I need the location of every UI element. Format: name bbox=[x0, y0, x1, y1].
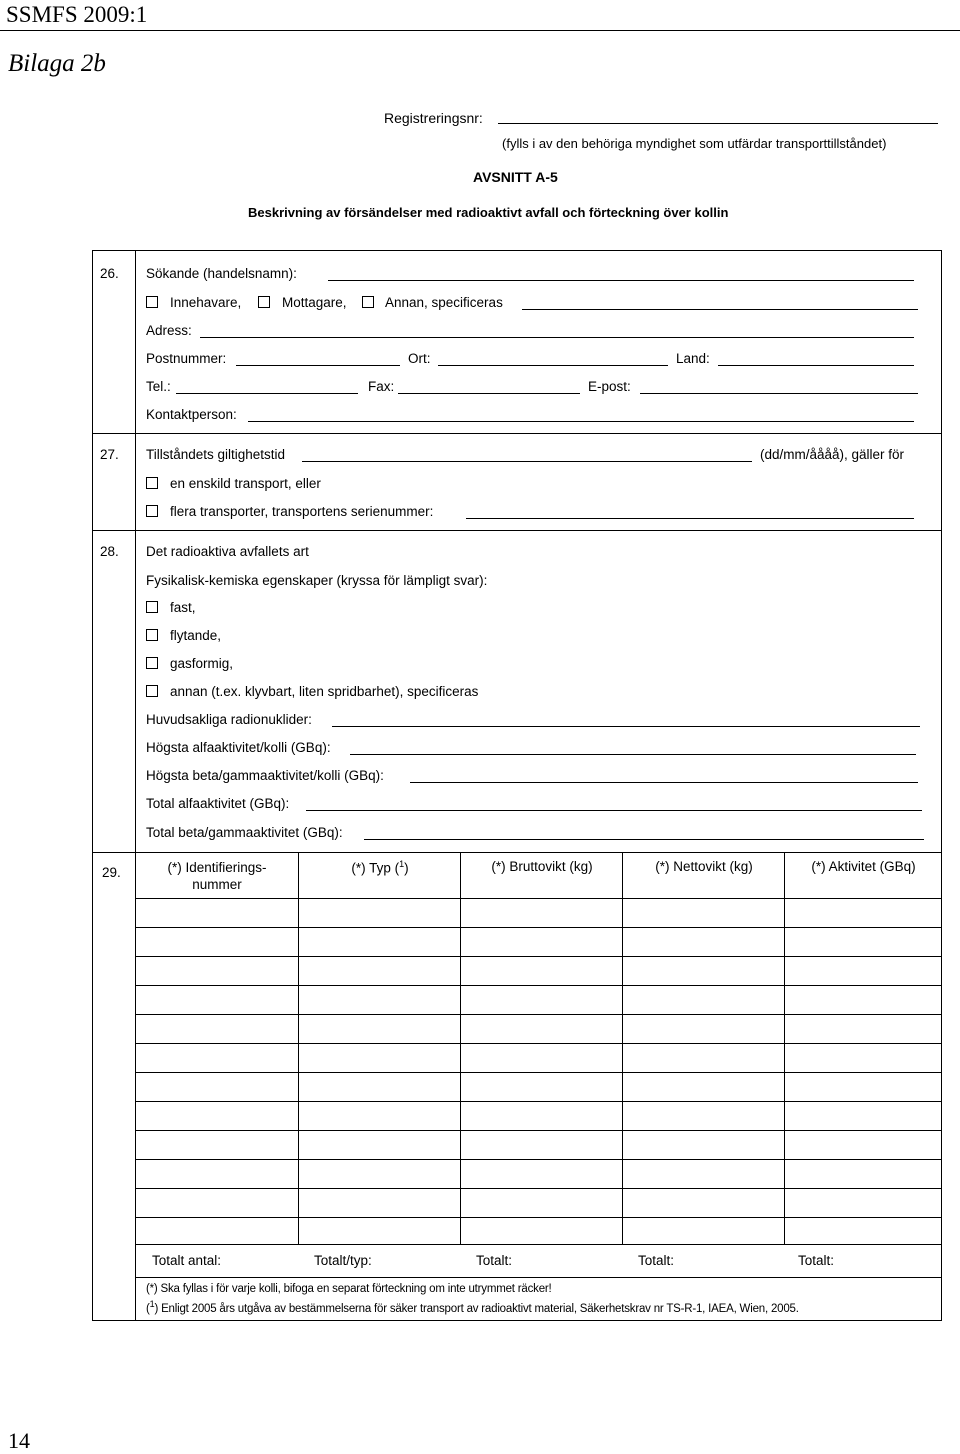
table-row-line bbox=[135, 1072, 942, 1073]
table-row-line bbox=[135, 1188, 942, 1189]
max-beta-label: Högsta beta/gammaaktivitet/kolli (GBq): bbox=[146, 768, 384, 783]
document-code: SSMFS 2009:1 bbox=[6, 2, 148, 27]
table-footnote-divider bbox=[135, 1277, 942, 1278]
single-transport-label: en enskild transport, eller bbox=[170, 476, 321, 491]
address-label: Adress: bbox=[146, 323, 192, 338]
total-gross-label: Totalt: bbox=[476, 1253, 513, 1268]
other-specify-field[interactable] bbox=[522, 309, 918, 310]
table-totals-top bbox=[135, 1244, 942, 1245]
column-divider-4 bbox=[784, 852, 785, 1244]
max-alpha-label: Högsta alfaaktivitet/kolli (GBq): bbox=[146, 740, 331, 755]
gaseous-checkbox[interactable] bbox=[146, 657, 158, 669]
footnote-asterisk: (*) Ska fyllas i för varje kolli, bifoga en separat förteckning om inte utrymmet räcker! bbox=[146, 1283, 552, 1295]
other-form-checkbox[interactable] bbox=[146, 685, 158, 697]
country-field[interactable] bbox=[718, 365, 914, 366]
postcode-field[interactable] bbox=[236, 365, 400, 366]
validity-label: Tillståndets giltighetstid bbox=[146, 447, 286, 462]
fax-label: Fax: bbox=[368, 379, 395, 394]
section-27-number: 27. bbox=[100, 447, 119, 462]
table-row-line bbox=[135, 1130, 942, 1131]
serial-number-field[interactable] bbox=[466, 518, 914, 519]
properties-label: Fysikalisk-kemiska egenskaper (kryssa för lämpligt svar): bbox=[146, 573, 488, 588]
registration-label: Registreringsnr: bbox=[384, 110, 483, 126]
registration-field[interactable] bbox=[498, 123, 938, 124]
column-header-net-weight: (*) Nettovikt (kg) bbox=[655, 859, 753, 874]
section-description: Beskrivning av försändelser med radioaktivt avfall och förteckning över kollin bbox=[248, 205, 729, 220]
city-field[interactable] bbox=[438, 365, 668, 366]
other-label: Annan, specificeras bbox=[385, 295, 503, 310]
appendix-title: Bilaga 2b bbox=[8, 50, 106, 77]
total-net-label: Totalt: bbox=[638, 1253, 675, 1268]
city-label: Ort: bbox=[408, 351, 431, 366]
liquid-checkbox[interactable] bbox=[146, 629, 158, 641]
max-beta-field[interactable] bbox=[410, 782, 918, 783]
contact-field[interactable] bbox=[248, 421, 914, 422]
column-header-id bbox=[136, 859, 298, 893]
liquid-label: flytande, bbox=[170, 628, 222, 643]
number-column-divider bbox=[135, 250, 136, 1321]
table-row-line bbox=[135, 1101, 942, 1102]
validity-date-field[interactable] bbox=[302, 461, 752, 462]
max-alpha-field[interactable] bbox=[350, 754, 916, 755]
table-row-line bbox=[135, 898, 942, 899]
header-rule bbox=[0, 30, 960, 31]
other-form-label: annan (t.ex. klyvbart, liten spridbarhet), specificeras bbox=[170, 684, 479, 699]
table-row-line bbox=[135, 985, 942, 986]
waste-nature-label: Det radioaktiva avfallets art bbox=[146, 544, 309, 559]
other-checkbox[interactable] bbox=[362, 296, 374, 308]
section-29-number: 29. bbox=[102, 865, 121, 880]
gaseous-label: gasformig, bbox=[170, 656, 234, 671]
tel-field[interactable] bbox=[176, 393, 358, 394]
section-28-number: 28. bbox=[100, 544, 119, 559]
total-beta-field[interactable] bbox=[364, 839, 924, 840]
nuclides-label: Huvudsakliga radionuklider: bbox=[146, 712, 312, 727]
date-format-label: (dd/mm/åååå), gäller för bbox=[760, 447, 905, 462]
holder-checkbox[interactable] bbox=[146, 296, 158, 308]
total-per-type-label: Totalt/typ: bbox=[314, 1253, 372, 1268]
receiver-checkbox[interactable] bbox=[258, 296, 270, 308]
total-activity-label: Totalt: bbox=[798, 1253, 835, 1268]
applicant-field[interactable] bbox=[328, 280, 914, 281]
table-row-line bbox=[135, 1217, 942, 1218]
column-divider-3 bbox=[622, 852, 623, 1244]
section-26-number: 26. bbox=[100, 266, 119, 281]
contact-label: Kontaktperson: bbox=[146, 407, 237, 422]
column-header-id-line1: (*) Identifierings- bbox=[167, 860, 267, 875]
table-row-line bbox=[135, 927, 942, 928]
total-alpha-label: Total alfaaktivitet (GBq): bbox=[146, 796, 290, 811]
footnote-1: ($^1$) Enligt 2005 års utgåva av bestämmelserna för säker transport av radioaktivt material, Säkerhetskrav nr TS-R-1, IAEA, Wien, 2005. bbox=[146, 1299, 799, 1315]
receiver-label: Mottagare, bbox=[282, 295, 347, 310]
column-header-activity: (*) Aktivitet (GBq) bbox=[811, 859, 916, 874]
email-field[interactable] bbox=[640, 393, 918, 394]
column-header-id-line2: nummer bbox=[192, 877, 242, 892]
applicant-label: Sökande (handelsnamn): bbox=[146, 266, 297, 281]
nuclides-field[interactable] bbox=[332, 726, 920, 727]
solid-label: fast, bbox=[170, 600, 196, 615]
column-divider-2 bbox=[460, 852, 461, 1244]
holder-label: Innehavare, bbox=[170, 295, 242, 310]
multiple-transport-checkbox[interactable] bbox=[146, 505, 158, 517]
section-divider-26-27 bbox=[92, 433, 942, 434]
table-row-line bbox=[135, 956, 942, 957]
address-field[interactable] bbox=[200, 337, 914, 338]
section-divider-27-28 bbox=[92, 530, 942, 531]
column-header-type: (*) Typ ($^1$) bbox=[351, 859, 409, 876]
registration-note: (fylls i av den behöriga myndighet som utfärdar transporttillståndet) bbox=[502, 136, 887, 151]
multiple-transport-label: flera transporter, transportens serienummer: bbox=[170, 504, 434, 519]
table-row-line bbox=[135, 1014, 942, 1015]
table-row-line bbox=[135, 1159, 942, 1160]
page-number: 14 bbox=[8, 1428, 30, 1453]
postcode-label: Postnummer: bbox=[146, 351, 227, 366]
country-label: Land: bbox=[676, 351, 710, 366]
column-header-gross-weight: (*) Bruttovikt (kg) bbox=[491, 859, 593, 874]
total-alpha-field[interactable] bbox=[306, 810, 922, 811]
total-count-label: Totalt antal: bbox=[152, 1253, 222, 1268]
email-label: E-post: bbox=[588, 379, 631, 394]
table-row-line bbox=[135, 1043, 942, 1044]
fax-field[interactable] bbox=[398, 393, 580, 394]
solid-checkbox[interactable] bbox=[146, 601, 158, 613]
tel-label: Tel.: bbox=[146, 379, 171, 394]
section-divider-28-29 bbox=[92, 852, 942, 853]
single-transport-checkbox[interactable] bbox=[146, 477, 158, 489]
total-beta-label: Total beta/gammaaktivitet (GBq): bbox=[146, 825, 343, 840]
section-title: AVSNITT A-5 bbox=[473, 169, 558, 185]
column-divider-1 bbox=[298, 852, 299, 1244]
